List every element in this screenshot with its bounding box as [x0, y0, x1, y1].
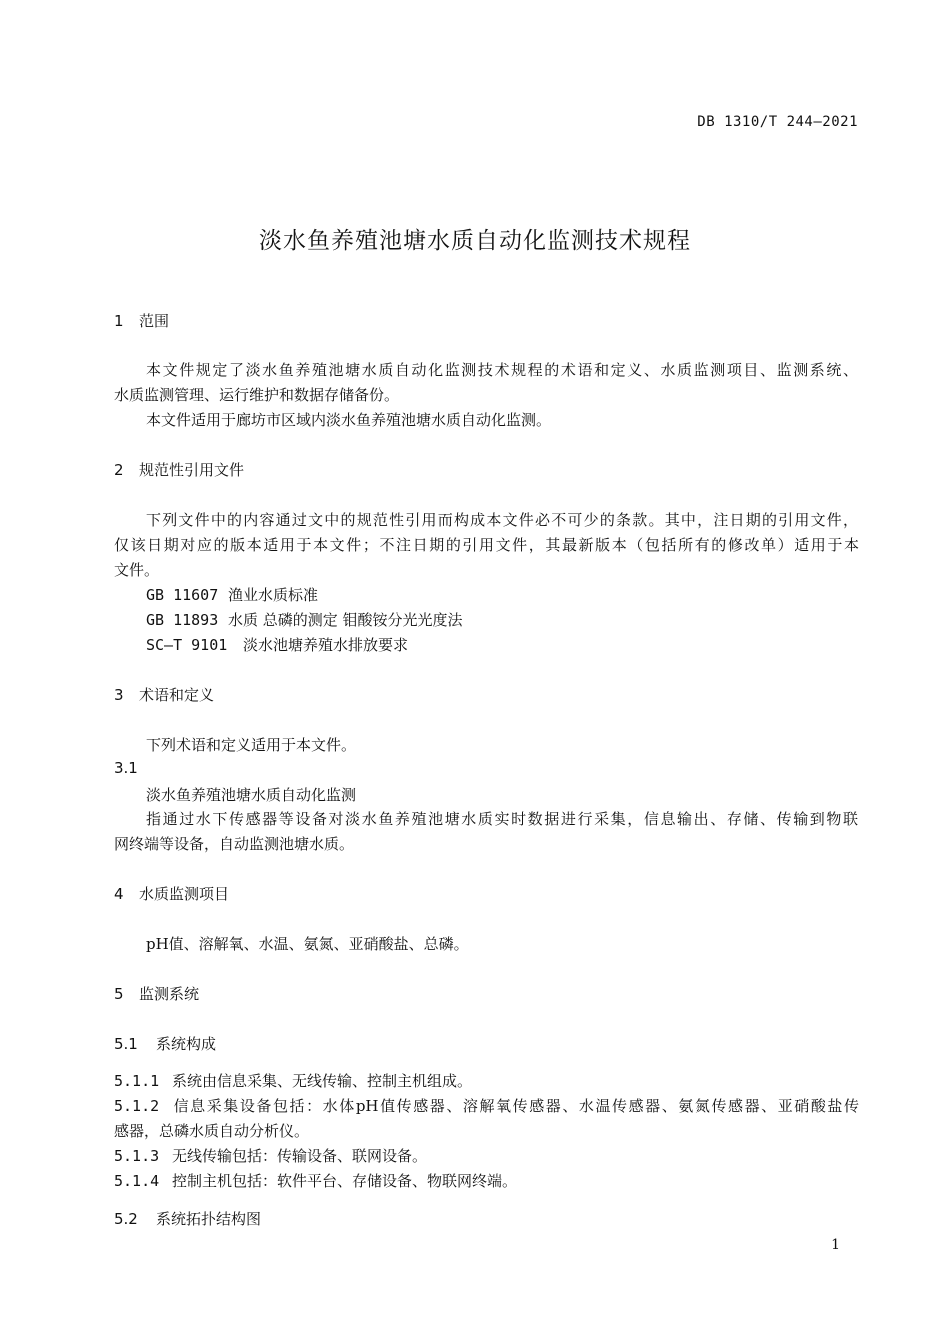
section-5-1-heading: [114, 1033, 216, 1054]
section-4-paragraph: pH值、溶解氧、水温、氨氮、亚硝酸盐、总磷。: [146, 935, 469, 953]
section-2-number: 2: [114, 461, 124, 479]
section-5-2-number: 5.2: [114, 1210, 138, 1228]
section-1-paragraph-2: 本文件适用于廊坊市区域内淡水鱼养殖池塘水质自动化监测。: [146, 411, 552, 429]
section-5-2-title: 系统拓扑结构图: [156, 1210, 262, 1228]
section-2-title: 规范性引用文件: [139, 461, 245, 479]
term-definition-line-1: 指通过水下传感器等设备对淡水鱼养殖池塘水质实时数据进行采集，信息输出、存储、传输到物联: [146, 810, 858, 828]
clause-text: 信息采集设备包括：水体pH值传感器、溶解氧传感器、水温传感器、氨氮传感器、亚硝酸盐传: [172, 1097, 859, 1115]
clause-number: 5.1.3: [114, 1147, 160, 1165]
reference-code: GB 11607: [146, 586, 219, 604]
clause-text: 系统由信息采集、无线传输、控制主机组成。: [172, 1072, 473, 1090]
clause-5-1-4: [114, 1170, 517, 1191]
section-2-paragraph-line-3: 文件。: [114, 561, 160, 579]
normative-reference: [146, 609, 463, 630]
section-3-number: 3: [114, 686, 124, 704]
clause-number: 5.1.2: [114, 1097, 160, 1115]
term-title: 淡水鱼养殖池塘水质自动化监测: [146, 786, 357, 804]
clause-number: 5.1.4: [114, 1172, 160, 1190]
document-number: DB 1310/T 244—2021: [697, 114, 858, 130]
section-4-heading: [114, 883, 229, 904]
section-3-title: 术语和定义: [139, 686, 215, 704]
clause-number: 5.1.1: [114, 1072, 160, 1090]
reference-code: GB 11893: [146, 611, 219, 629]
section-4-title: 水质监测项目: [139, 885, 230, 903]
page-number: 1: [831, 1237, 840, 1253]
reference-title: 渔业水质标准: [228, 586, 319, 604]
section-1-paragraph-1-line-1: 本文件规定了淡水鱼养殖池塘水质自动化监测技术规程的术语和定义、水质监测项目、监测系统、: [146, 361, 858, 379]
section-1-paragraph-1-line-2: 水质监测管理、运行维护和数据存储备份。: [114, 386, 400, 404]
section-5-1-title: 系统构成: [156, 1035, 217, 1053]
term-number: 3.1: [114, 759, 138, 777]
section-2-paragraph-line-2: 仅该日期对应的版本适用于本文件；不注日期的引用文件，其最新版本（包括所有的修改单）适用于本: [114, 536, 859, 554]
section-2-heading: [114, 459, 244, 480]
section-3-heading: [114, 684, 214, 705]
section-2-paragraph-line-1: 下列文件中的内容通过文中的规范性引用而构成本文件必不可少的条款。其中，注日期的引用文件，: [146, 511, 858, 529]
section-1-number: 1: [114, 312, 124, 330]
document-title: 淡水鱼养殖池塘水质自动化监测技术规程: [259, 228, 691, 254]
section-1-title: 范围: [139, 312, 170, 330]
section-4-number: 4: [114, 885, 124, 903]
clause-text: 控制主机包括：软件平台、存储设备、物联网终端。: [172, 1172, 518, 1190]
clause-5-1-2-line-2: 感器，总磷水质自动分析仪。: [114, 1122, 310, 1140]
section-5-title: 监测系统: [139, 985, 200, 1003]
section-5-1-number: 5.1: [114, 1035, 138, 1053]
term-definition-line-2: 网终端等设备，自动监测池塘水质。: [114, 835, 355, 853]
section-3-intro: 下列术语和定义适用于本文件。: [146, 736, 357, 754]
reference-title: 淡水池塘养殖水排放要求: [243, 636, 409, 654]
clause-5-1-1: [114, 1070, 472, 1091]
reference-code: SC—T 9101: [146, 636, 228, 654]
clause-text: 无线传输包括：传输设备、联网设备。: [172, 1147, 428, 1165]
reference-title: 水质 总磷的测定 钼酸铵分光光度法: [228, 611, 463, 629]
clause-5-1-3: [114, 1145, 427, 1166]
section-1-heading: [114, 310, 169, 331]
normative-reference: [146, 634, 408, 655]
section-5-number: 5: [114, 985, 124, 1003]
section-5-2-heading: [114, 1208, 261, 1229]
normative-reference: [146, 584, 318, 605]
clause-5-1-2-line-1: [114, 1095, 859, 1116]
section-5-heading: [114, 983, 199, 1004]
